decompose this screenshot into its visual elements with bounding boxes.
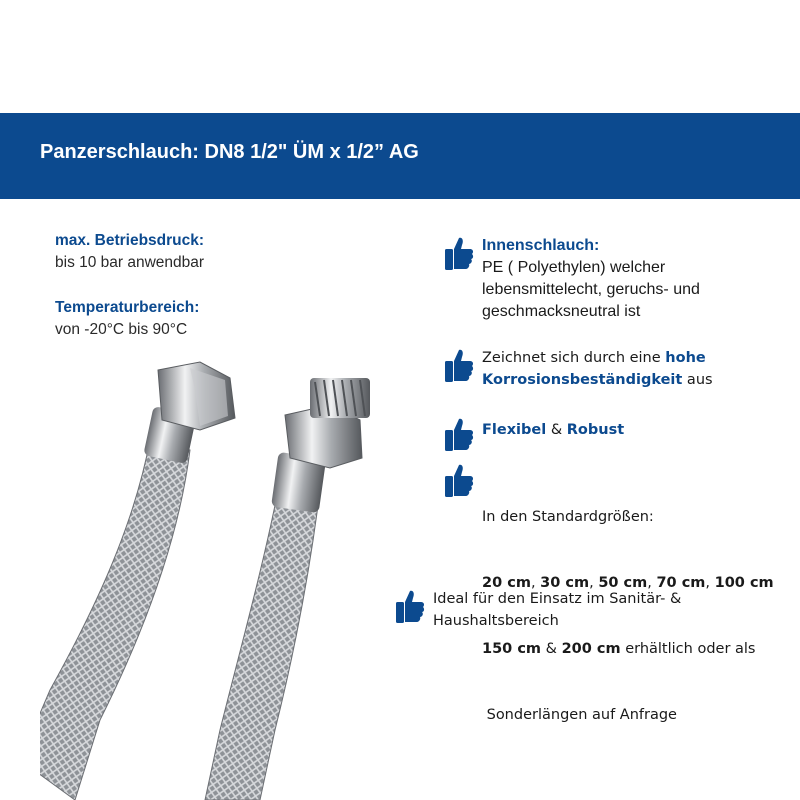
feature-inner-hose	[442, 235, 700, 323]
title-banner	[0, 113, 800, 199]
feature-text: erhältlich oder als	[620, 641, 756, 657]
separator: ,	[705, 575, 715, 591]
feature-text: &	[546, 422, 567, 438]
thumbs-up-icon	[442, 462, 476, 500]
spec-value: von -20°C bis 90°C	[55, 321, 188, 338]
thumbs-up-icon	[442, 416, 476, 454]
feature-line: Ideal für den Einsatz im Sanitär- &	[433, 591, 682, 607]
size-30: 30 cm	[540, 575, 590, 591]
spec-value: bis 10 bar anwendbar	[55, 254, 205, 271]
feature-highlight: Korrosionsbeständigkeit	[482, 372, 683, 388]
feature-text: aus	[682, 372, 713, 388]
separator: ,	[530, 575, 541, 591]
feature-text: Sonderlängen auf Anfrage	[482, 707, 677, 723]
feature-flexible	[442, 416, 624, 454]
separator: &	[541, 641, 562, 657]
spec-temperature	[55, 297, 199, 341]
feature-line: lebensmittelecht, geruchs- und	[482, 281, 700, 298]
page-title: Panzerschlauch: DN8 1/2" ÜM x 1/2” AG	[40, 141, 419, 163]
feature-line: PE ( Polyethylen) welcher	[482, 259, 666, 276]
feature-text: In den Standardgrößen:	[482, 509, 654, 525]
feature-highlight: Flexibel	[482, 422, 547, 438]
spec-label: Temperaturbereich:	[55, 299, 200, 316]
feature-highlight: Robust	[566, 422, 625, 438]
feature-highlight: hohe	[665, 350, 706, 366]
size-150: 150 cm	[482, 641, 542, 657]
feature-line: Haushaltsbereich	[433, 613, 559, 629]
thread	[310, 378, 370, 418]
feature-ideal	[393, 588, 681, 632]
braided-hose-image	[40, 360, 420, 800]
thumbs-up-icon	[393, 588, 427, 626]
spec-pressure	[55, 230, 204, 274]
size-50: 50 cm	[598, 575, 648, 591]
feature-corrosion	[442, 347, 713, 391]
separator: ,	[647, 575, 657, 591]
size-100: 100 cm	[714, 575, 774, 591]
size-20: 20 cm	[482, 575, 531, 591]
feature-heading: Innenschlauch:	[482, 237, 600, 254]
size-70: 70 cm	[656, 575, 706, 591]
thumbs-up-icon	[442, 235, 476, 273]
thumbs-up-icon	[442, 347, 476, 385]
feature-line: geschmacksneutral ist	[482, 303, 641, 320]
size-200: 200 cm	[561, 641, 621, 657]
spec-label: max. Betriebsdruck:	[55, 232, 205, 249]
feature-text: Zeichnet sich durch eine	[482, 350, 666, 366]
separator: ,	[589, 575, 599, 591]
